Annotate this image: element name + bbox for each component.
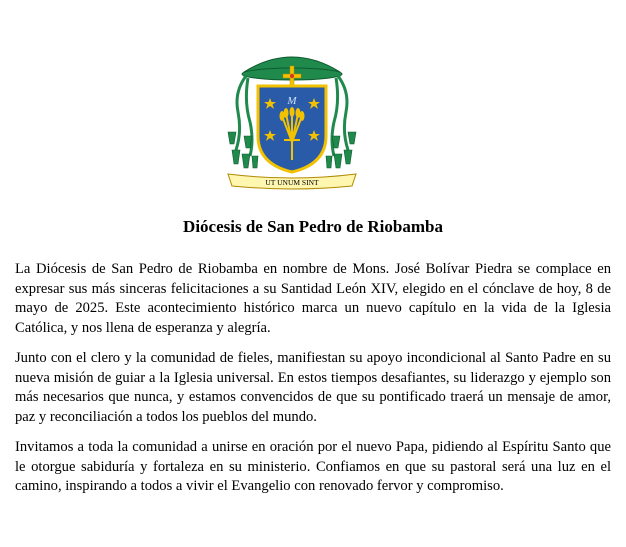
svg-text:M: M	[287, 95, 297, 107]
page-title: Diócesis de San Pedro de Riobamba	[183, 217, 443, 236]
paragraph-prayer-invitation: Invitamos a toda la comunidad a unirse en oración por el nuevo Papa, pidiendo al Espíritu Santo que le otorgue sabiduría y fortaleza en su ministerio. Confiamos en que su pastoral será una luz en el camino, inspirando a todos a vivir el Evangelio con renovado fervor y compromiso.	[15, 439, 611, 494]
crest-motto: UT UNUM SINT	[265, 178, 319, 187]
paragraph-congratulations: La Diócesis de San Pedro de Riobamba en nombre de Mons. José Bolívar Piedra se complace en expresar sus más sinceras felicitaciones a su Santidad León XIV, elegido en el cónclave de hoy, 8 de mayo de 2025. Este acontecimiento histórico marca un nuevo capítulo en la vida de la Iglesia Católica, y nos llena de esperanza y alegría.	[15, 261, 611, 336]
paragraph-support: Junto con el clero y la comunidad de fieles, manifiestan su apoyo incondicional al Santo Padre en su nueva misión de guiar a la Iglesia universal. En estos tiempos desafiantes, su liderazgo y ejemplo son más necesarios que nunca, y estamos convencidos de que su pontificado traerá un mensaje de amor, paz y reconciliación a todos los pueblos del mundo.	[15, 350, 611, 425]
episcopal-coat-of-arms	[224, 32, 360, 192]
